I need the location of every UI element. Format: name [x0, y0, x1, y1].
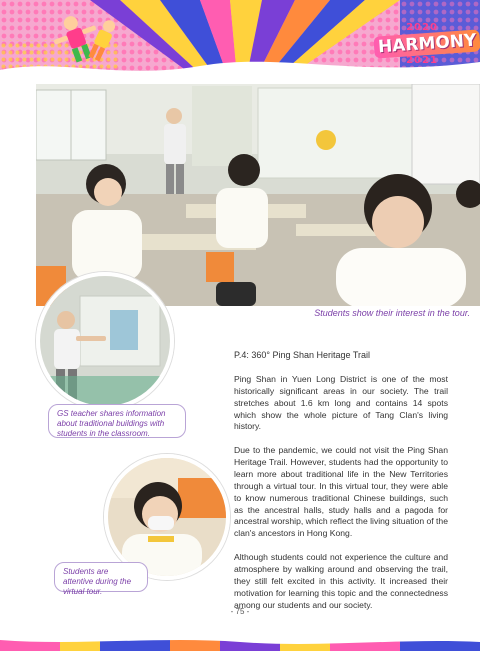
logo-year-bottom: 2021	[406, 55, 438, 66]
article-paragraph: Ping Shan in Yuen Long District is one of the most historically significant areas in our society. The trail stretches about 1.6 km long and contains 14 spots which show the whole picture of Tang Clan's living history.	[234, 374, 448, 432]
harmony-logo	[374, 22, 477, 72]
logo-word: HARMONY	[373, 29, 480, 58]
student-photo-caption: Students are attentive during the virtual tour.	[54, 562, 148, 592]
article-paragraph: Although students could not experience the culture and atmosphere by walking around and observing the trail, they still felt excited in this activity. It increased their motivation for learning this topic and the connectedness among our students and our society.	[234, 552, 448, 610]
teacher-photo	[36, 272, 174, 410]
logo-year-top: 2020	[406, 22, 438, 33]
article	[234, 350, 448, 623]
footer-band	[0, 636, 480, 651]
page-number: - 75 -	[230, 607, 250, 616]
teacher-photo-caption: GS teacher shares information about traditional buildings with students in the classroom.	[48, 404, 186, 438]
main-photo-caption: Students show their interest in the tour.	[314, 308, 470, 318]
article-paragraph: Due to the pandemic, we could not visit the Ping Shan Heritage Trail. However, students had the opportunity to learn more about traditional life in the New Territories through a virtual tour. In this virtual tour, they were able to know numerous traditional Chinese buildings, such as the ancestral halls, study halls and a pagoda for ancestral worship, which reflect the living situation of the clan's ancestors in Hong Kong.	[234, 445, 448, 539]
article-heading: P.4: 360° Ping Shan Heritage Trail	[234, 350, 371, 360]
header-banner	[0, 0, 480, 84]
